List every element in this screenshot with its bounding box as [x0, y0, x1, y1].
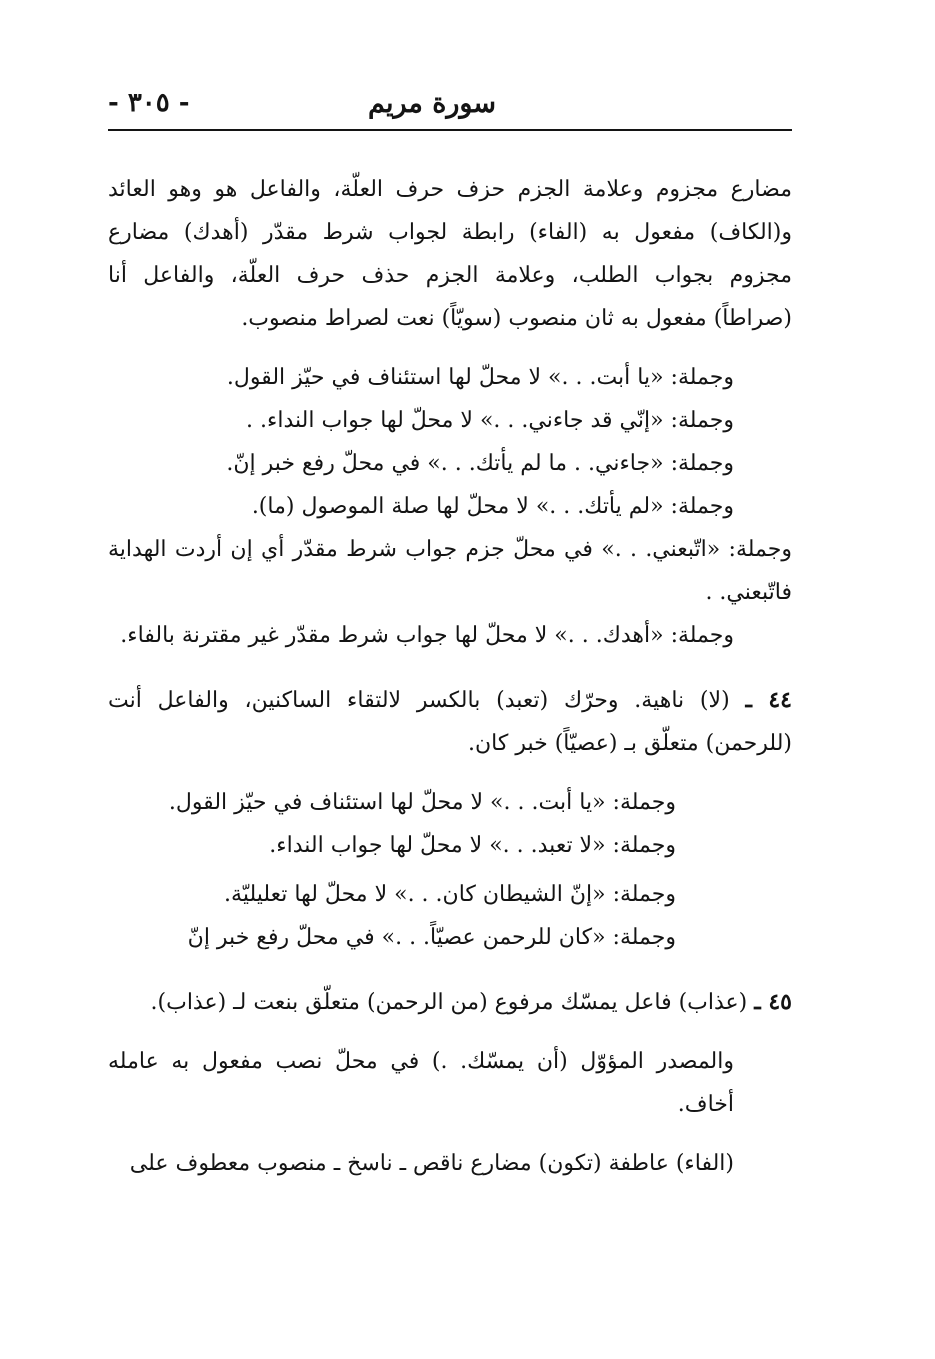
- sentence-line: وجملة: «يا أبت. . .» لا محلّ لها استئناف في حيّز القول.: [168, 790, 676, 815]
- sentence-line: وجملة: «إنّي قد جاءني. . .» لا محلّ لها جواب النداء. .: [246, 408, 734, 433]
- sentence-line: وجملة: «إنّ الشيطان كان. . .» لا محلّ لها تعليليّة.: [224, 882, 676, 907]
- sentences-block-1: [108, 356, 792, 657]
- sentence-line-wrapped: وجملة: «اتّبعني. . .» في محلّ جزم جواب شرط مقدّر أي إن أردت الهداية فاتّبعني. .: [108, 537, 792, 605]
- sentence-line: وجملة: «يا أبت. . .» لا محلّ لها استئناف في حيّز القول.: [226, 365, 734, 390]
- sentence-line: وجملة: «أهدك. . .» لا محلّ لها جواب شرط مقدّر غير مقترنة بالفاء.: [120, 623, 734, 648]
- page-number: - ٣٠٥ -: [108, 88, 190, 118]
- intro-paragraph: مضارع مجزوم وعلامة الجزم حزف حرف العلّة، والفاعل هو وهو العائد و(الكاف) مفعول به (الفاء) رابطة لجواب شرط مقدّر (أهدك) مضارع مجزوم بجواب الطلب، وعلامة الجزم حذف حرف العلّة، والفاعل أنا (صراطاً) مفعول به ثان منصوب (سويّاً) نعت لصراط منصوب.: [108, 177, 792, 331]
- sentences-block-2: [108, 781, 792, 959]
- page-header: [108, 88, 792, 128]
- verse-44-text: (لا) ناهية. وحرّك (تعبد) بالكسر لالتقاء الساكنين، والفاعل أنت (للرحمن) متعلّق بـ (عصيّاً) خبر كان.: [108, 688, 792, 756]
- verse-45-number: ٤٥ ـ: [754, 989, 792, 1015]
- masdar-line: والمصدر المؤوّل (أن يمسّك. .) في محلّ نصب مفعول به عامله أخاف.: [108, 1049, 734, 1117]
- spacer: [108, 657, 792, 679]
- spacer: [108, 765, 792, 781]
- sentence-line: وجملة: «لا تعبد. . .» لا محلّ لها جواب النداء.: [269, 833, 676, 858]
- sentence-line: وجملة: «كان للرحمن عصيّاً. . .» في محلّ رفع خبر إنّ: [187, 925, 676, 950]
- sentence-line: وجملة: «لم يأتك. . .» لا محلّ لها صلة الموصول (ما).: [251, 494, 734, 519]
- surah-title: سورة مريم: [368, 88, 496, 119]
- spacer: [108, 340, 792, 356]
- header-rule: [108, 129, 792, 131]
- last-line: (الفاء) عاطفة (تكون) مضارع ناقص ـ ناسخ ـ منصوب معطوف على: [129, 1151, 734, 1176]
- verse-44-paragraph: [108, 679, 792, 765]
- spacer: [108, 1126, 792, 1142]
- page-body: [108, 168, 792, 1185]
- spacer: [108, 1024, 792, 1040]
- verse-45-paragraph: [108, 981, 792, 1024]
- sentence-line: وجملة: «جاءني. . ما لم يأتك. . .» في محلّ رفع خبر إنّ.: [226, 451, 734, 476]
- spacer: [108, 959, 792, 981]
- verse-45-text: (عذاب) فاعل يمسّك مرفوع (من الرحمن) متعلّق بنعت لـ (عذاب).: [150, 990, 748, 1015]
- verse-44-number: ٤٤ ـ: [745, 687, 792, 713]
